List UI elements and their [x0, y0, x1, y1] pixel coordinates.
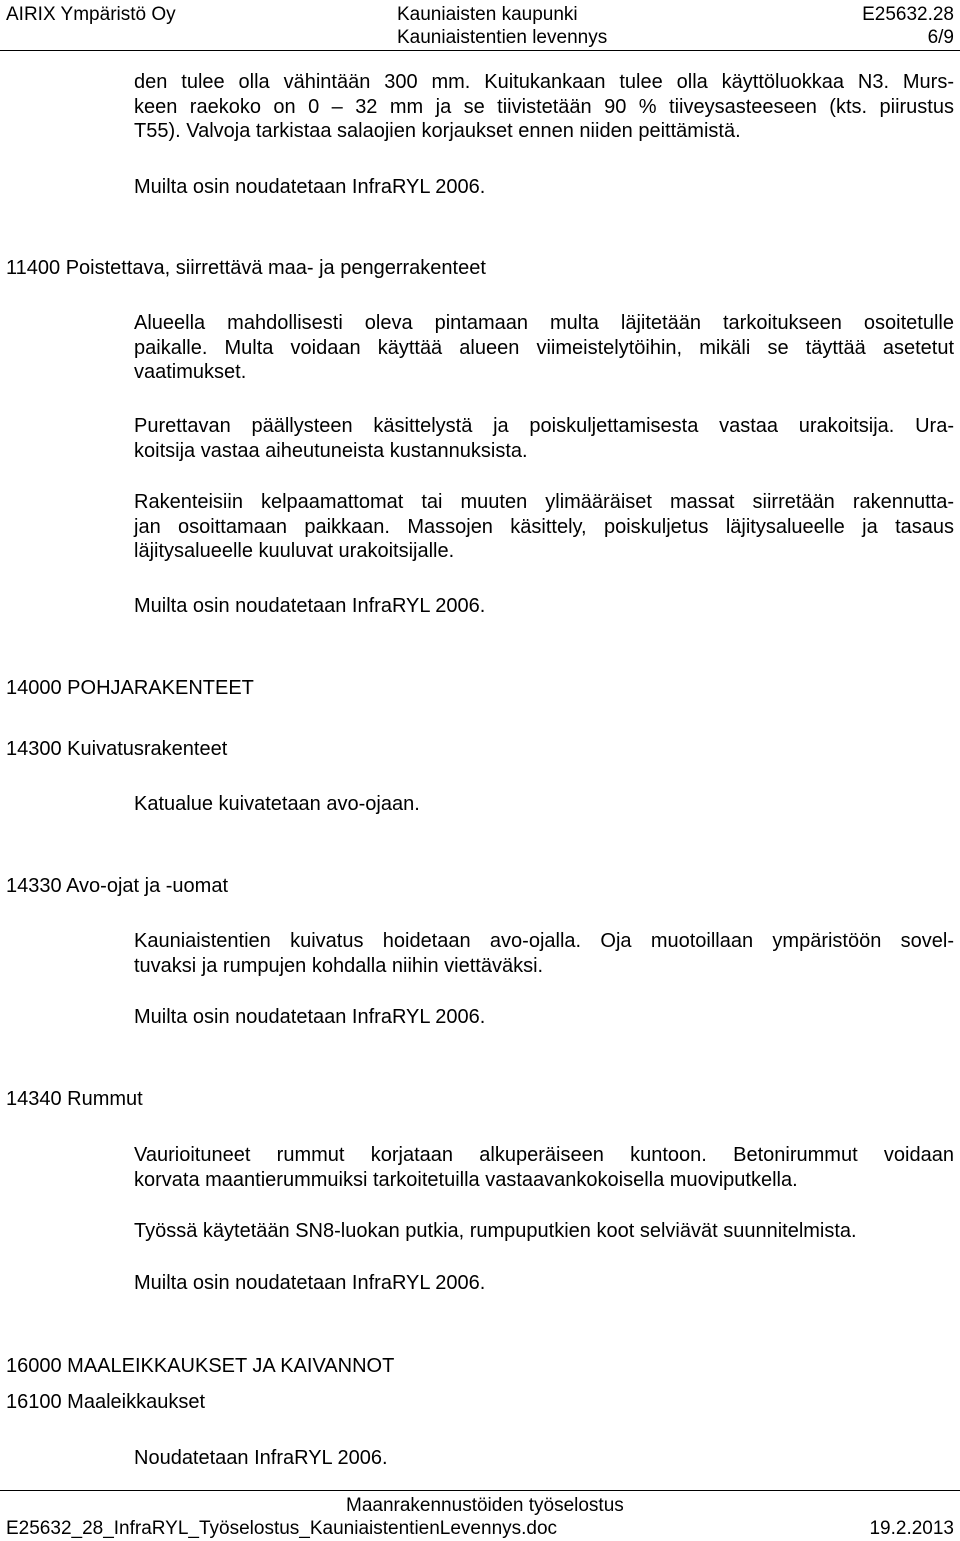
text-line: jan osoittamaan paikkaan. Massojen käsittely, poiskuljetus läjitysalueelle ja tasaus: [134, 515, 954, 538]
s14340-paragraph-2: Työssä käytetään SN8-luokan putkia, rumpuputkien koot selviävät suunnitelmista.: [134, 1220, 857, 1242]
s11400-paragraph-3: [134, 490, 954, 564]
section-heading-16000: 16000 MAALEIKKAUKSET JA KAIVANNOT: [6, 1355, 395, 1377]
text-line: korvata maantierummuiksi tarkoitetuilla vastaavankokoisella muoviputkella.: [134, 1168, 798, 1191]
text-line: paikalle. Multa voidaan käyttää alueen viimeistelytöihin, mikäli se täyttää asetetut: [134, 336, 954, 359]
text-line: Alueella mahdollisesti oleva pintamaan multa läjitetään tarkoitukseen osoitetulle: [134, 312, 954, 334]
s14330-paragraph-1: [134, 929, 954, 978]
header-doc-code: E25632.28: [862, 4, 954, 25]
s16100-paragraph-1: Noudatetaan InfraRYL 2006.: [134, 1447, 388, 1469]
s14300-paragraph-1: Katualue kuivatetaan avo-ojaan.: [134, 793, 420, 815]
footer-date: 19.2.2013: [869, 1518, 954, 1539]
s14330-reference: Muilta osin noudatetaan InfraRYL 2006.: [134, 1006, 486, 1028]
intro-reference: Muilta osin noudatetaan InfraRYL 2006.: [134, 176, 486, 198]
text-line: Kauniaistentien kuivatus hoidetaan avo-ojalla. Oja muotoillaan ympäristöön sovel-: [134, 930, 954, 952]
intro-paragraph: [134, 70, 954, 144]
text-line: vaatimukset.: [134, 361, 247, 383]
text-line: Rakenteisiin kelpaamattomat tai muuten ylimääräiset massat siirretään rakennutta-: [134, 491, 954, 513]
header-company: AIRIX Ympäristö Oy: [6, 4, 176, 25]
header-divider: [0, 50, 960, 51]
text-line: koitsija vastaa aiheutuneista kustannuksista.: [134, 439, 528, 462]
header-page-number: 6/9: [927, 27, 954, 48]
section-heading-11400: 11400 Poistettava, siirrettävä maa- ja pengerrakenteet: [6, 257, 486, 279]
footer-title: Maanrakennustöiden työselostus: [346, 1495, 624, 1516]
text-line: Purettavan päällysteen käsittelystä ja poiskuljettamisesta vastaa urakoitsija. Ura-: [134, 415, 954, 437]
page-header: [0, 0, 960, 50]
section-heading-14340: 14340 Rummut: [6, 1088, 143, 1110]
page-footer: [0, 1488, 960, 1541]
header-project: Kauniaistentien levennys: [397, 27, 608, 48]
text-line: keen raekoko on 0 – 32 mm ja se tiivistetään 90 % tiiveysasteeseen (kts. piirustus: [134, 95, 954, 118]
s11400-paragraph-1: [134, 311, 954, 385]
section-heading-14330: 14330 Avo-ojat ja -uomat: [6, 875, 229, 897]
s11400-paragraph-2: [134, 414, 954, 463]
text-line: tuvaksi ja rumpujen kohdalla niihin viettäväksi.: [134, 954, 544, 977]
footer-filename: E25632_28_InfraRYL_Työselostus_KauniaistentienLevennys.doc: [6, 1518, 558, 1539]
section-heading-14000: 14000 POHJARAKENTEET: [6, 677, 254, 699]
s14340-reference: Muilta osin noudatetaan InfraRYL 2006.: [134, 1272, 486, 1294]
text-line: läjitysalueelle kuuluvat urakoitsijalle.: [134, 540, 455, 562]
text-line: den tulee olla vähintään 300 mm. Kuitukankaan tulee olla käyttöluokkaa N3. Murs-: [134, 71, 954, 93]
text-line: Vaurioituneet rummut korjataan alkuperäiseen kuntoon. Betonirummut voidaan: [134, 1144, 954, 1166]
header-client: Kauniaisten kaupunki: [397, 4, 578, 25]
section-heading-14300: 14300 Kuivatusrakenteet: [6, 738, 228, 760]
s11400-reference: Muilta osin noudatetaan InfraRYL 2006.: [134, 595, 486, 617]
text-line: T55). Valvoja tarkistaa salaojien korjaukset ennen niiden peittämistä.: [134, 120, 741, 142]
section-heading-16100: 16100 Maaleikkaukset: [6, 1391, 206, 1413]
s14340-paragraph-1: [134, 1143, 954, 1192]
